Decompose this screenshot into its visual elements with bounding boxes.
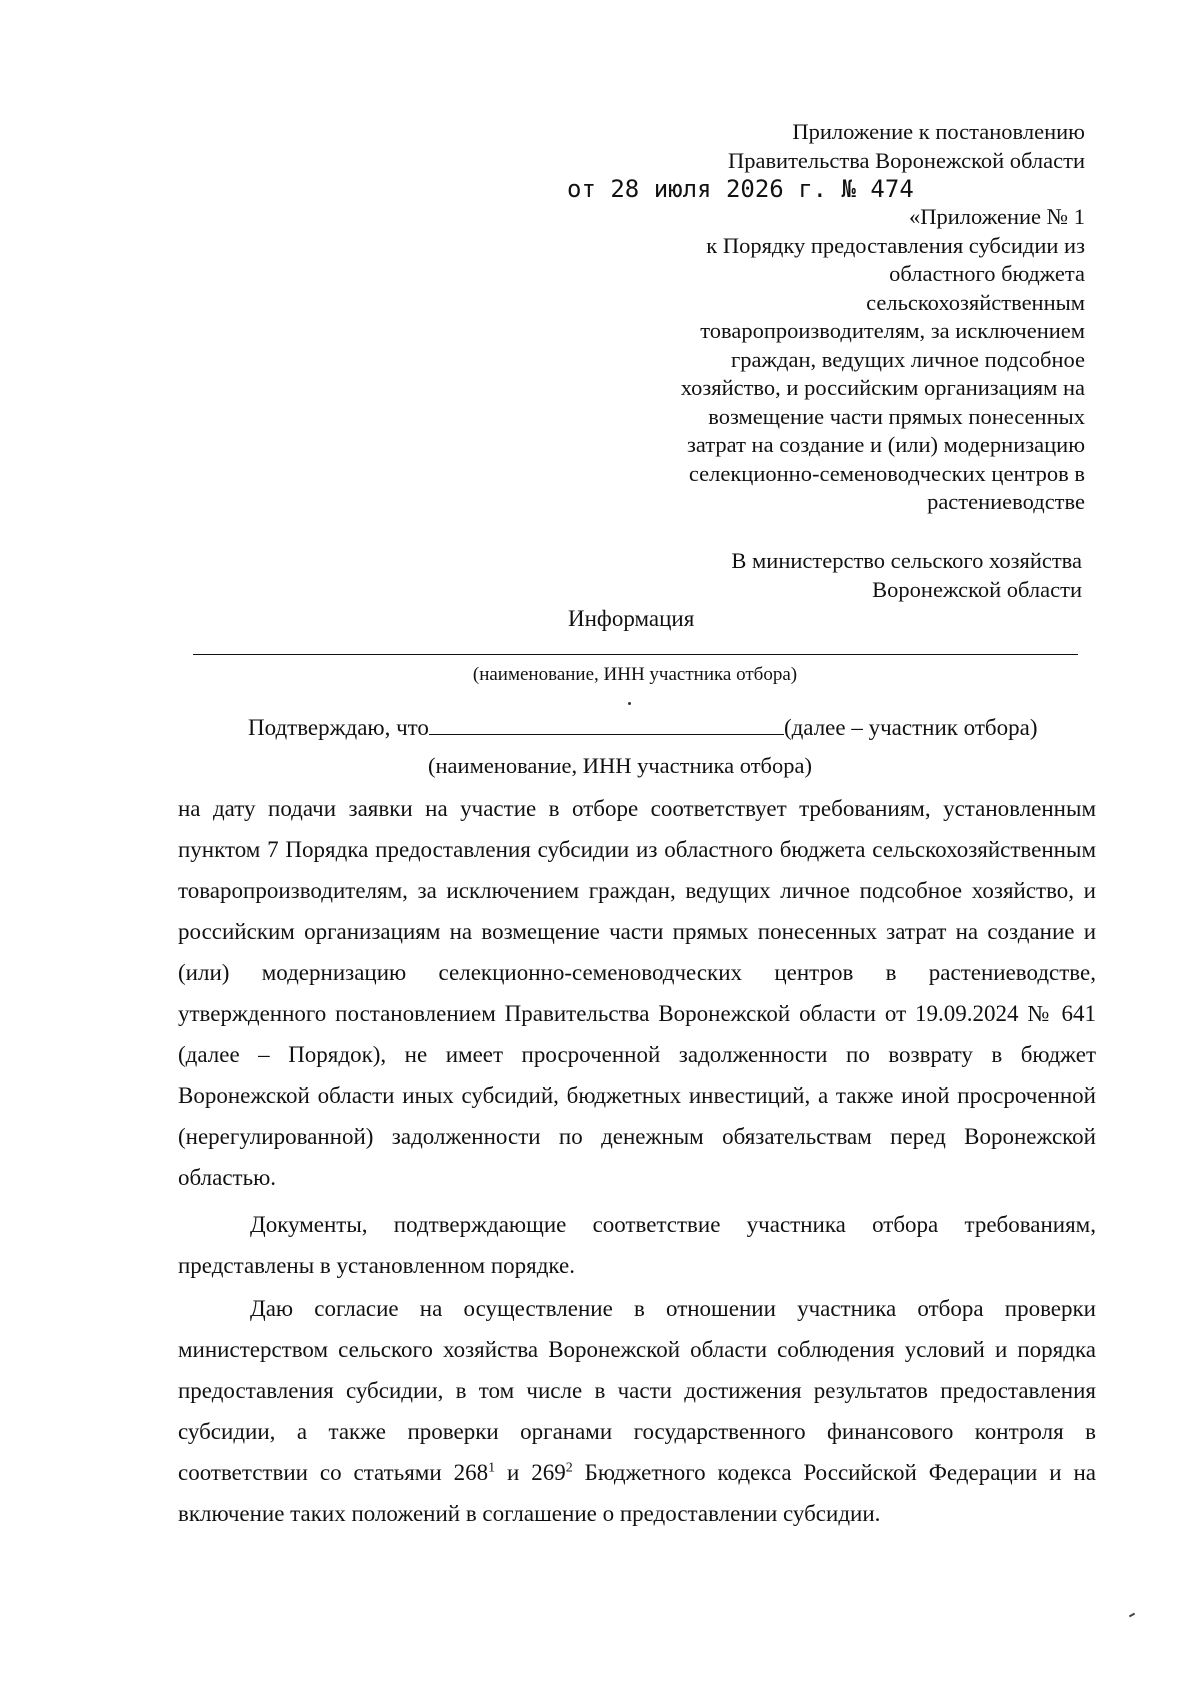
scan-dot: [628, 702, 631, 705]
confirm-prefix: Подтверждаю, что: [248, 715, 429, 740]
appendix-ref-line: сельскохозяйственным: [866, 289, 1085, 315]
addressee: [522, 546, 1082, 604]
appendix-ref-line: граждан, ведущих личное подсобное: [731, 346, 1085, 372]
article-superscript: 2: [565, 1460, 573, 1476]
participant-name-blank-line: [193, 654, 1078, 655]
consent-text-1: Даю согласие на осуществление в отношении участника отбора проверки министерством сельского хозяйства Воронежской области соблюдения условий и порядка предоставления субсидии, в том числе в части достижения результатов предоставления субсидии, а также проверки органами государственного финансового контроля в соответствии со статьями: [178, 1296, 1096, 1485]
consent-paragraph: [178, 1288, 1096, 1534]
participant-caption-top: (наименование, ИНН участника отбора): [472, 664, 798, 685]
article-superscript: 1: [488, 1460, 496, 1476]
appendix-ref-line: «Приложение № 1: [909, 204, 1085, 229]
article-number: 269: [531, 1460, 566, 1485]
requirements-paragraph: на дату подачи заявки на участие в отборе соответствует требованиям, установленным пунктом 7 Порядка предоставления субсидии из областного бюджета сельскохозяйственным товаропроизводителям, за исключением граждан, ведущих личное подсобное хозяйство, и российским организациям на возмещение части прямых понесенных затрат на создание и (или) модернизацию селекционно-семеноводческих центров в растениеводстве, утвержденного постановлением Правительства Воронежской области от 19.09.2024 № 641 (далее – Порядок), не имеет просроченной задолженности по возврату в бюджет Воронежской области иных субсидий, бюджетных инвестиций, а также иной просроченной (нерегулированной) задолженности по денежным обязательствам перед Воронежской областью.: [178, 796, 1096, 1190]
appendix-header: [525, 118, 1085, 517]
resolution-date-number: от 28 июля 2026 г. № 474: [567, 175, 914, 203]
participant-caption-mid: (наименование, ИНН участника отбора): [428, 753, 812, 778]
document-title: Информация: [568, 606, 695, 631]
conjunction: и: [495, 1460, 532, 1485]
consent-text-2: Бюджетного кодекса Российской Федерации и на включение таких положений в соглашение о предоставлении субсидии.: [178, 1460, 1097, 1526]
article-number: 268: [453, 1460, 489, 1485]
confirmation-line: [248, 712, 1088, 743]
appendix-line-2: Правительства Воронежской области: [727, 147, 1085, 173]
appendix-ref-line: областного бюджета: [889, 261, 1085, 286]
appendix-line-1: Приложение к постановлению: [792, 119, 1085, 144]
appendix-ref-line: хозяйство, и российским организациям на: [680, 375, 1085, 400]
addressee-line-1: В министерство сельского хозяйства: [731, 548, 1082, 573]
scan-mark: [1129, 1613, 1135, 1618]
appendix-ref-line: к Порядку предоставления субсидии из: [706, 232, 1085, 258]
appendix-ref-line: затрат на создание и (или) модернизацию: [687, 432, 1085, 457]
appendix-ref-line: возмещение части прямых понесенных: [708, 403, 1085, 429]
appendix-ref-line: товаропроизводителям, за исключением: [700, 318, 1085, 343]
participant-blank-field: [429, 712, 784, 735]
appendix-ref-line: растениеводстве: [927, 489, 1085, 514]
documents-paragraph: Документы, подтверждающие соответствие участника отбора требованиям, представлены в установленном порядке.: [178, 1212, 1096, 1278]
addressee-line-2: Воронежской области: [872, 577, 1082, 602]
confirm-suffix: (далее – участник отбора): [783, 715, 1038, 740]
appendix-ref-line: селекционно-семеноводческих центров в: [688, 460, 1085, 486]
